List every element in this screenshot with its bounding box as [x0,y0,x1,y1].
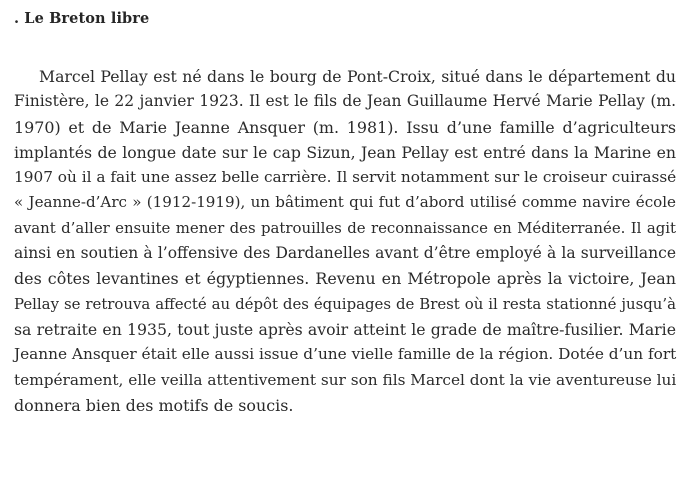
paragraph-line: avant d’aller ensuite mener des patrouilles de reconnaissance en Méditerranée. Il agit [14,218,676,237]
paragraph-line: « Jeanne-d’Arc » (1912-1919), un bâtiment qui fut d’abord utilisé comme navire école [14,193,676,212]
paragraph-line: implantés de longue date sur le cap Sizun, Jean Pellay est entré dans la Marine en [14,142,676,162]
paragraph-line: Marcel Pellay est né dans le bourg de Pont-Croix, situé dans le département du [39,67,676,86]
paragraph-line: tempérament, elle veilla attentivement sur son fils Marcel dont la vie aventureuse lui [14,370,677,389]
paragraph-line: ainsi en soutien à l’offensive des Dardanelles avant d’être employé à la surveillance [14,244,676,263]
body-paragraph [14,64,676,418]
paragraph-line: des côtes levantines et égyptiennes. Revenu en Métropole après la victoire, Jean [14,269,676,289]
paragraph-line: Jeanne Ansquer était elle aussi issue d’une vielle famille de la région. Dotée d’un fort [14,345,677,364]
paragraph-line: Pellay se retrouva affecté au dépôt des équipages de Brest où il resta stationné jusqu’à [14,294,676,313]
paragraph-line: sa retraite en 1935, tout juste après avoir atteint le grade de maître-fusilier. Marie [14,319,676,339]
paragraph-line: 1970) et de Marie Jeanne Ansquer (m. 1981). Issu d’une famille d’agriculteurs [14,117,676,137]
paragraph-line: Finistère, le 22 janvier 1923. Il est le fils de Jean Guillaume Hervé Marie Pellay (m. [14,92,676,111]
paragraph-line: donnera bien des motifs de soucis. [14,395,294,415]
section-heading: . Le Breton libre [14,10,150,27]
paragraph-line: 1907 où il a fait une assez belle carrière. Il servit notamment sur le croiseur cuirassé [14,168,677,187]
